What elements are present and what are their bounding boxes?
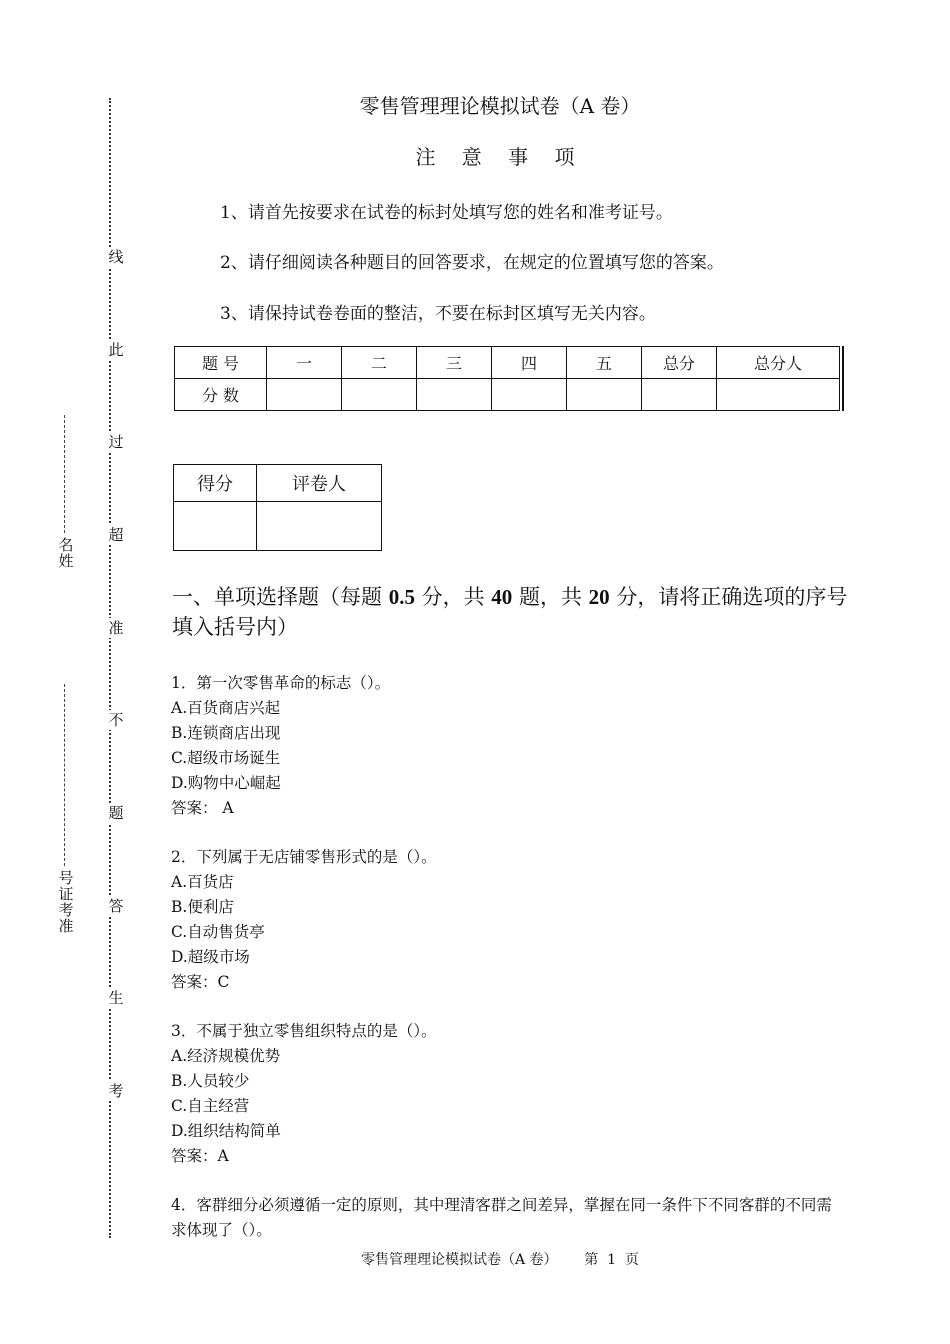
score-cell[interactable] (342, 379, 417, 411)
name-field-label: 名姓 (58, 536, 74, 570)
grader-score-header: 得分 (174, 465, 257, 502)
question-block (171, 1019, 851, 1169)
question-stem: 4．客群细分必须遵循一定的原则，其中理清客群之间差异，掌握在同一条件下不同客群的不同需求体现了（）。 (171, 1196, 832, 1239)
binding-dotted-line (109, 98, 111, 1238)
section-heading-text: 分，请将正确选项的序号填入括号内） (172, 585, 848, 639)
score-table-header-cell: 五 (567, 347, 642, 379)
score-table-header-cell: 三 (417, 347, 492, 379)
question-option: B.连锁商店出现 (171, 724, 281, 742)
question-block (171, 671, 851, 821)
section-heading-number: 0.5 (388, 585, 415, 609)
score-table-header-cell: 四 (492, 347, 567, 379)
question-stem: 1．第一次零售革命的标志（）。 (171, 674, 391, 692)
question-option: C.自主经营 (171, 1097, 250, 1115)
seal-char: 线 (105, 247, 127, 267)
notice-item: 2、请仔细阅读各种题目的回答要求，在规定的位置填写您的答案。 (220, 253, 724, 273)
seal-char: 此 (105, 340, 127, 360)
score-table-header-row (175, 347, 840, 379)
seal-char: 题 (105, 803, 127, 823)
score-cell[interactable] (492, 379, 567, 411)
section-heading-text: 题，共 (512, 585, 589, 609)
question-answer: 答案：C (171, 973, 230, 991)
score-cell[interactable] (642, 379, 717, 411)
question-option: C.超级市场诞生 (171, 749, 281, 767)
id-blank-line[interactable] (64, 684, 65, 866)
score-table-header-cell: 二 (342, 347, 417, 379)
seal-char: 生 (105, 988, 127, 1008)
score-table-header-cell: 题 号 (175, 347, 267, 379)
section-heading-text: 一、单项选择题（每题 (172, 585, 389, 609)
question-option: A.百货商店兴起 (171, 699, 281, 717)
seal-char: 准 (105, 618, 127, 638)
seal-char: 过 (105, 432, 127, 452)
score-cell[interactable] (717, 379, 840, 411)
section-heading (172, 582, 852, 642)
question-option: C.自动售货亭 (171, 923, 265, 941)
score-cell[interactable] (567, 379, 642, 411)
notice-heading: 注 意 事 项 (415, 145, 585, 169)
question-block (171, 1193, 839, 1243)
grader-table (173, 464, 382, 551)
question-option: D.组织结构简单 (171, 1122, 281, 1140)
section-heading-number: 20 (588, 585, 610, 609)
question-stem: 3．不属于独立零售组织特点的是（）。 (171, 1022, 437, 1040)
seal-char: 答 (105, 896, 127, 916)
question-answer: 答案：A (171, 1147, 229, 1165)
question-option: B.便利店 (171, 898, 234, 916)
notice-item: 3、请保持试卷卷面的整洁，不要在标封区填写无关内容。 (220, 304, 656, 324)
seal-char: 不 (105, 710, 127, 730)
exam-id-field-label: 号证考准 (58, 869, 74, 935)
score-table-edge (842, 346, 844, 411)
section-heading-text: 分，共 (414, 585, 492, 609)
question-option: B.人员较少 (171, 1072, 250, 1090)
question-block (171, 845, 851, 995)
page-footer: 零售管理理论模拟试卷（A 卷） 第 1 页 (361, 1252, 639, 1268)
exam-title: 零售管理理论模拟试卷（A 卷） (359, 94, 641, 118)
score-row-label: 分 数 (175, 379, 267, 411)
score-cell[interactable] (417, 379, 492, 411)
question-option: A.百货店 (171, 873, 234, 891)
grader-score-cell[interactable] (174, 502, 257, 551)
question-stem: 2．下列属于无店铺零售形式的是（）。 (171, 848, 437, 866)
question-answer: 答案： A (171, 799, 234, 817)
score-table-header-cell: 总分人 (717, 347, 840, 379)
seal-char: 考 (105, 1081, 127, 1101)
grader-name-header: 评卷人 (257, 465, 382, 502)
score-cell[interactable] (267, 379, 342, 411)
notice-item: 1、请首先按要求在试卷的标封处填写您的姓名和准考证号。 (220, 203, 673, 223)
question-option: D.购物中心崛起 (171, 774, 281, 792)
score-table-header-cell: 一 (267, 347, 342, 379)
score-table-header-cell: 总分 (642, 347, 717, 379)
name-blank-line[interactable] (64, 415, 65, 533)
question-option: A.经济规模优势 (171, 1047, 281, 1065)
seal-char: 超 (105, 525, 127, 545)
score-table-score-row (175, 379, 840, 411)
grader-name-cell[interactable] (257, 502, 382, 551)
section-heading-number: 40 (491, 585, 513, 609)
score-table (174, 346, 840, 411)
question-option: D.超级市场 (171, 948, 250, 966)
